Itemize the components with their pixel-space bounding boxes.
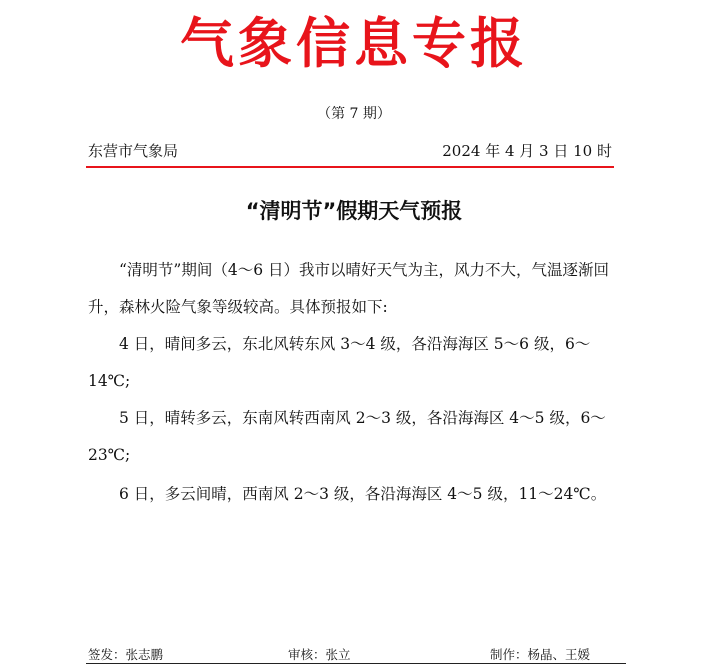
- forecast-day-5: 5 日，晴转多云，东南风转西南风 2～3 级，各沿海海区 4～5 级，6～23℃;: [88, 409, 606, 464]
- issue-number: （第 7 期）: [317, 106, 391, 122]
- forecast-day-6: 6 日，多云间晴，西南风 2～3 级，各沿海海区 4～5 级，11～24℃。: [119, 485, 607, 503]
- forecast-day-4: 4 日，晴间多云，东北风转东风 3～4 级，各沿海海区 5～6 级，6～14℃;: [88, 335, 591, 390]
- issuing-department: 东营市气象局: [88, 142, 179, 160]
- intro-paragraph: “清明节”期间（4～6 日）我市以晴好天气为主，风力不大，气温逐渐回升，森林火险气象等级较高。具体预报如下:: [88, 261, 610, 316]
- masthead-title: 气象信息专报: [180, 12, 528, 75]
- footer-reviewer: 审核：张立: [288, 647, 351, 662]
- footer-divider: [86, 663, 626, 664]
- footer-signer: 签发：张志鹏: [88, 647, 164, 662]
- article-title: “清明节”假期天气预报: [245, 199, 463, 223]
- header-divider: [86, 166, 614, 168]
- footer-maker: 制作：杨晶、王媛: [490, 647, 591, 662]
- issue-date: 2024 年 4 月 3 日 10 时: [442, 142, 612, 160]
